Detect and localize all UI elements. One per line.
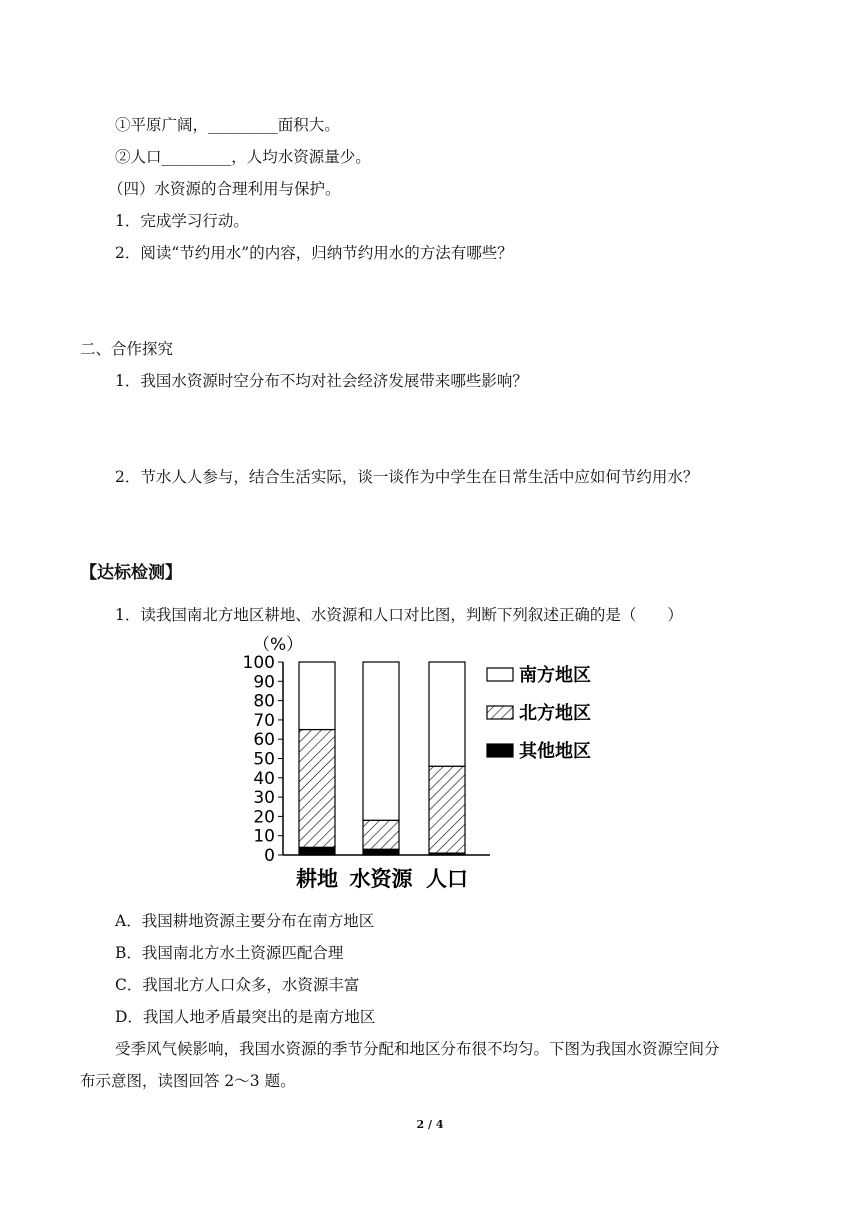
- x-category-label: 耕地: [296, 867, 338, 891]
- option-c: C．我国北方人口众多，水资源丰富: [115, 976, 360, 994]
- bar-segment: [429, 766, 465, 853]
- option-a: A．我国耕地资源主要分布在南方地区: [115, 912, 375, 930]
- legend-label: 南方地区: [519, 665, 591, 686]
- legend-label: 其他地区: [519, 741, 591, 762]
- page-number: 2 / 4: [416, 1118, 444, 1131]
- y-tick-label: 60: [253, 730, 275, 751]
- y-tick-label: 30: [253, 788, 275, 809]
- y-tick-label: 90: [253, 672, 275, 693]
- legend-swatch: [487, 744, 513, 757]
- bar-segment: [429, 662, 465, 766]
- question-1: 1．完成学习行动。: [115, 212, 249, 230]
- bar-segment: [299, 847, 335, 855]
- passage-line-1: 受季风气候影响，我国水资源的季节分配和地区分布很不均匀。下图为我国水资源空间分: [115, 1040, 720, 1058]
- y-tick-label: 0: [264, 846, 275, 866]
- y-unit-label: （%）: [253, 635, 304, 655]
- explore-question-2: 2．节水人人参与，结合生活实际，谈一谈作为中学生在日常生活中应如何节约用水？: [115, 468, 699, 486]
- x-category-label: 人口: [426, 867, 468, 891]
- bar-segment: [363, 820, 399, 849]
- bar-segment: [299, 662, 335, 730]
- check-question-1: 1．读我国南北方地区耕地、水资源和人口对比图，判断下列叙述正确的是（ ）: [115, 606, 683, 624]
- bar-segment: [363, 849, 399, 855]
- option-d: D．我国人地矛盾最突出的是南方地区: [115, 1008, 376, 1026]
- check-heading: 【达标检测】: [80, 563, 182, 583]
- fill-blank-item-1: ①平原广阔，_________面积大。: [115, 116, 340, 134]
- section-two-title: 二、合作探究: [80, 340, 174, 358]
- y-tick-label: 50: [253, 749, 275, 770]
- y-tick-label: 40: [253, 768, 275, 789]
- part-four-heading: （四）水资源的合理利用与保护。: [108, 180, 341, 198]
- legend-swatch: [487, 668, 513, 681]
- x-category-label: 水资源: [349, 867, 413, 891]
- legend-label: 北方地区: [519, 703, 591, 724]
- option-b: B．我国南北方水土资源匹配合理: [115, 944, 344, 962]
- y-tick-label: 10: [253, 826, 275, 847]
- fill-blank-item-2: ②人口_________，人均水资源量少。: [115, 148, 371, 166]
- bar-segment: [363, 662, 399, 820]
- question-2: 2．阅读“节约用水”的内容，归纳节约用水的方法有哪些？: [115, 244, 513, 262]
- passage-line-2: 布示意图，读图回答 2～3 题。: [80, 1072, 296, 1090]
- bar-segment: [299, 730, 335, 848]
- y-tick-label: 100: [242, 653, 275, 673]
- stacked-bar-chart: [225, 628, 625, 898]
- y-tick-label: 70: [253, 710, 275, 731]
- y-tick-label: 20: [253, 807, 275, 828]
- explore-question-1: 1．我国水资源时空分布不均对社会经济发展带来哪些影响？: [115, 372, 528, 390]
- legend-swatch: [487, 706, 513, 719]
- y-tick-label: 80: [253, 691, 275, 712]
